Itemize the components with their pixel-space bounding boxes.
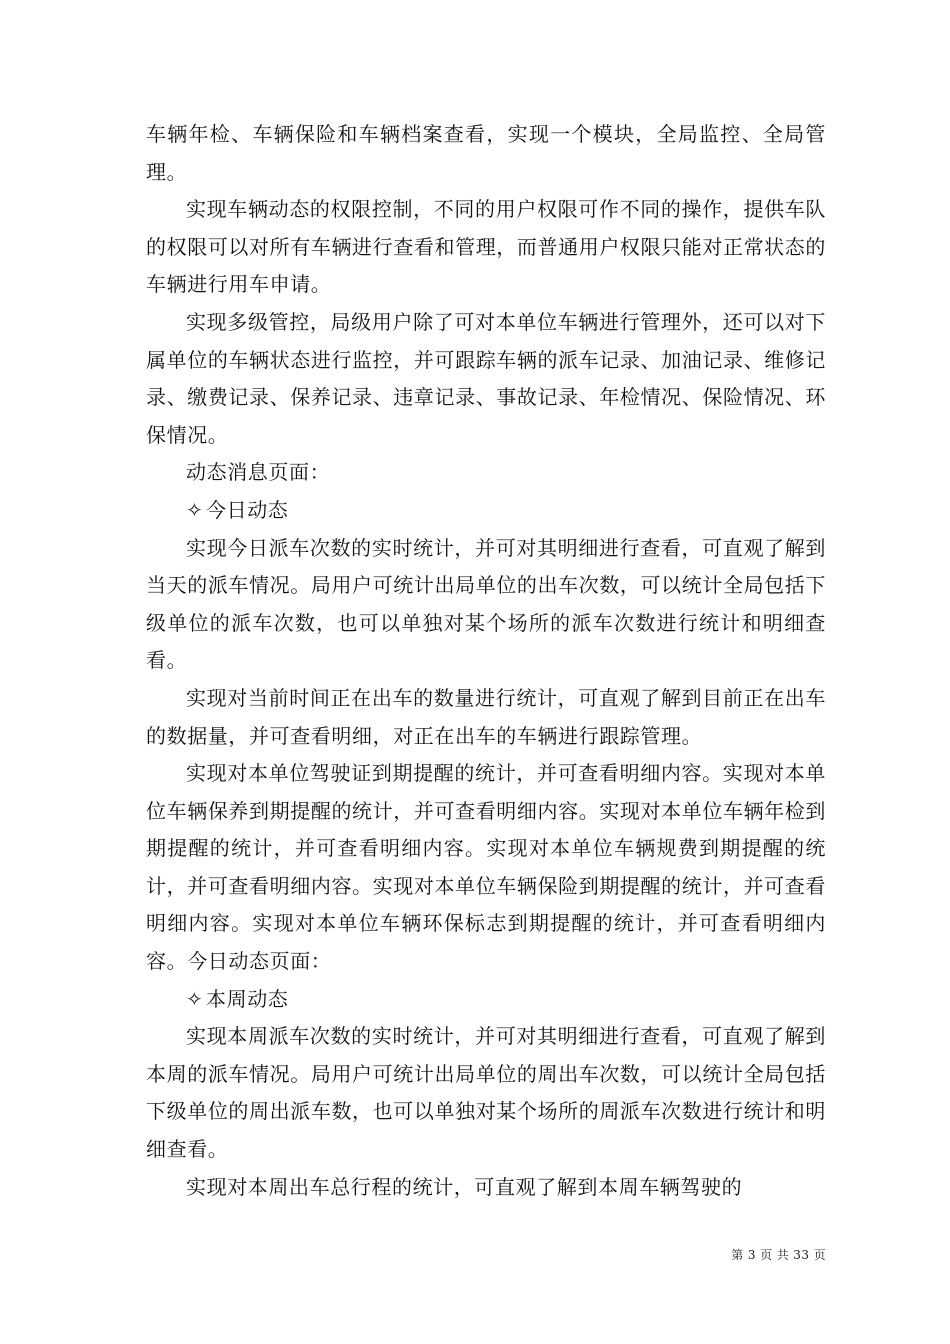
document-body — [146, 116, 826, 1206]
paragraph-dynamic-message-page: 动态消息页面： — [186, 460, 331, 485]
section-heading-today-label: 今日动态 — [206, 497, 289, 522]
section-heading-today — [146, 492, 826, 530]
paragraph-current-trips: 实现对当前时间正在出车的数量进行统计，可直观了解到目前正在出车的数据量，并可查看明细，对正在出车的车辆进行跟踪管理。 — [146, 685, 826, 748]
diamond-bullet-icon: ✧ — [186, 986, 204, 1011]
paragraph-permission-control: 实现车辆动态的权限控制，不同的用户权限可作不同的操作，提供车队的权限可以对所有车辆进行查看和管理，而普通用户权限只能对正常状态的车辆进行用车申请。 — [146, 197, 826, 297]
paragraph-expiry-reminders: 实现对本单位驾驶证到期提醒的统计，并可查看明细内容。实现对本单位车辆保养到期提醒的统计，并可查看明细内容。实现对本单位车辆年检到期提醒的统计，并可查看明细内容。实现对本单位车辆规费到期提醒的统计，并可查看明细内容。实现对本单位车辆保险到期提醒的统计，并可查看明细内容。实现对本单位车辆环保标志到期提醒的统计，并可查看明细内容。今日动态页面： — [146, 761, 826, 974]
paragraph-today-dispatch: 实现今日派车次数的实时统计，并可对其明细进行查看，可直观了解到当天的派车情况。局用户可统计出局单位的出车次数，可以统计全局包括下级单位的派车次数，也可以单独对某个场所的派车次数进行统计和明细查看。 — [146, 535, 826, 673]
paragraph-continued: 车辆年检、车辆保险和车辆档案查看，实现一个模块，全局监控、全局管理。 — [146, 122, 826, 184]
page-number: 第 3 页 共 33 页 — [731, 1248, 826, 1262]
section-heading-week-label: 本周动态 — [206, 986, 289, 1011]
diamond-bullet-icon: ✧ — [186, 497, 204, 522]
section-heading-week — [146, 981, 826, 1019]
paragraph-week-dispatch: 实现本周派车次数的实时统计，并可对其明细进行查看，可直观了解到本周的派车情况。局用户可统计出局单位的周出车次数，可以统计全局包括下级单位的周出派车数，也可以单独对某个场所的周派车次数进行统计和明细查看。 — [146, 1024, 826, 1162]
paragraph-week-mileage: 实现对本周出车总行程的统计，可直观了解到本周车辆驾驶的 — [186, 1174, 743, 1199]
paragraph-multilevel-control: 实现多级管控，局级用户除了可对本单位车辆进行管理外，还可以对下属单位的车辆状态进行监控，并可跟踪车辆的派车记录、加油记录、维修记录、缴费记录、保养记录、违章记录、事故记录、年检情况、保险情况、环保情况。 — [146, 309, 826, 447]
